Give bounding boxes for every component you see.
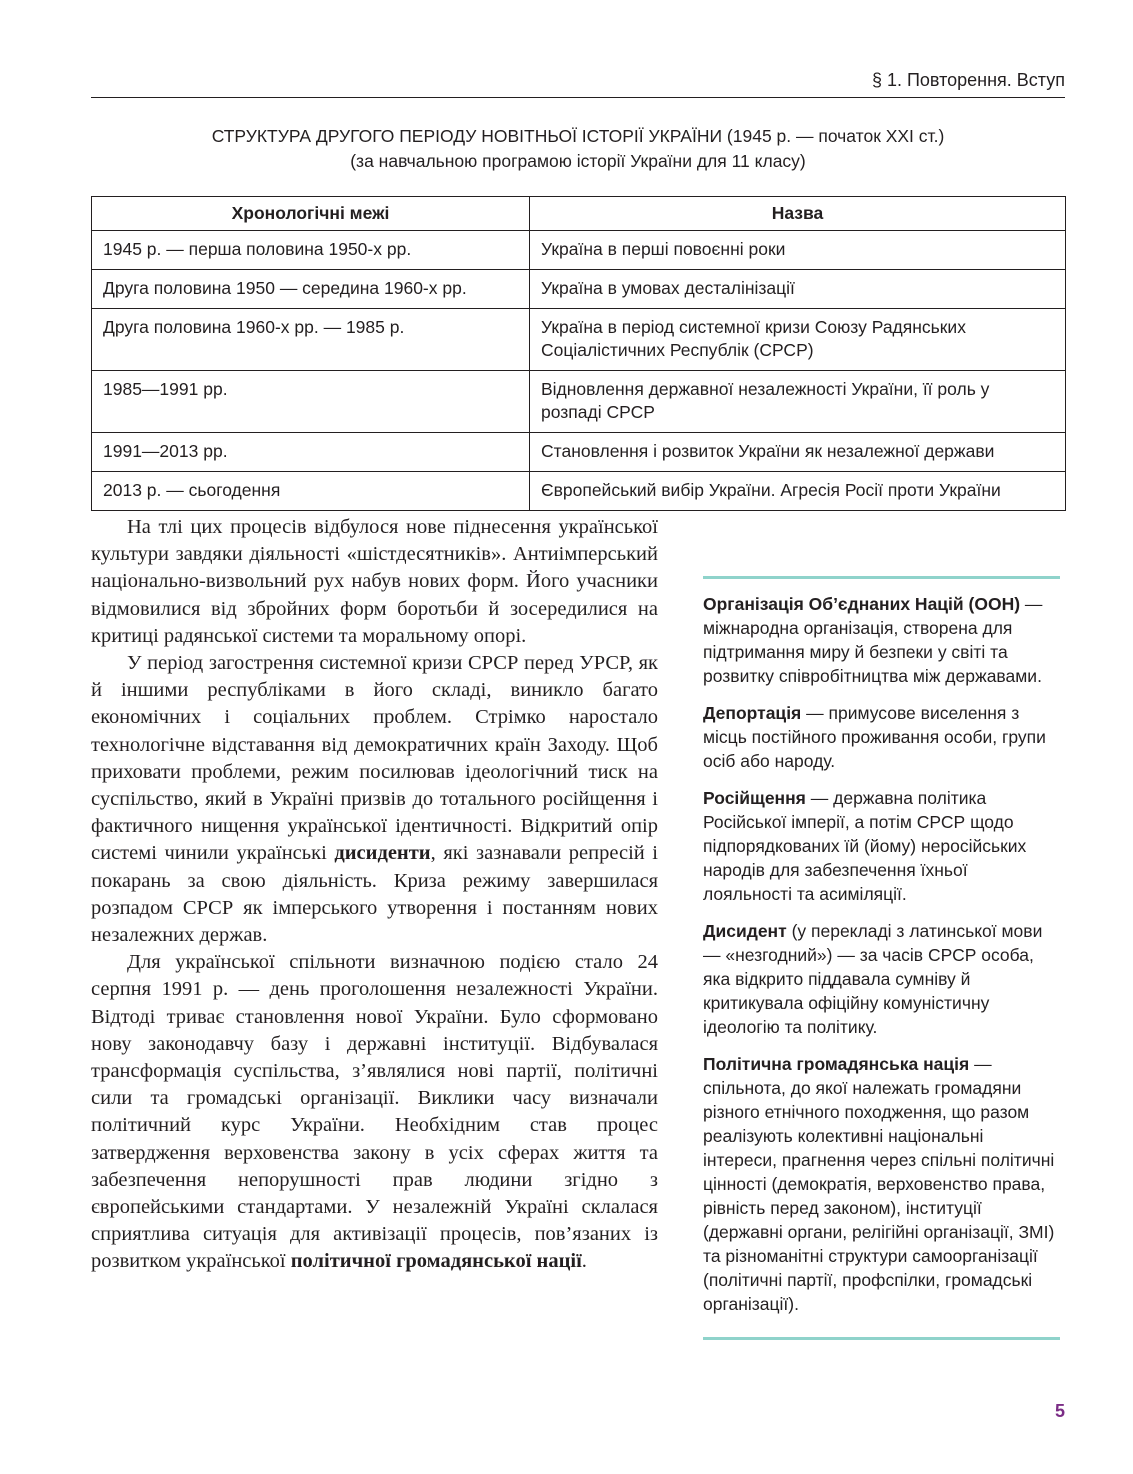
name-cell: Україна в період системної кризи Союзу Радянських Соціалістичних Республік (СРСР) [530, 309, 1066, 371]
main-text [91, 514, 658, 1276]
paragraph-3 [91, 949, 658, 1275]
glossary-definition: — державна політика Російської імперії, а потім СРСР щодо підпорядкованих їй (йому) неросійських народів для забезпечення їхньої лояльності та асиміляції. [703, 788, 1027, 904]
header-rule [91, 97, 1065, 98]
glossary-term: Політична громадянська нація [703, 1054, 970, 1074]
paragraph-1: На тлі цих процесів відбулося нове піднесення української культури завдяки діяльності «шістдесятників». Антиімперський національно-визвольний рух набув нових форм. Його учасники відмовилися від збройних форм боротьби й зосередилися на критиці радянської системи та моральному опорі. [91, 516, 658, 647]
name-cell: Відновлення державної незалежності України, її роль у розпаді СРСР [530, 371, 1066, 433]
page-number: 5 [1054, 1401, 1065, 1421]
table-row [92, 231, 1066, 270]
glossary-term: Російщення [703, 788, 806, 808]
glossary-item [703, 701, 1060, 773]
table-row [92, 433, 1066, 472]
table-caption-subtitle: (за навчальною програмою історії України для 11 класу) [350, 151, 806, 171]
glossary-bottom-rule [703, 1337, 1060, 1340]
name-cell: Україна в перші повоєнні роки [530, 231, 1066, 270]
glossary-item [703, 786, 1060, 906]
period-cell: 1945 р. — перша половина 1950-х рр. [92, 231, 530, 270]
term-dissidents: дисиденти [334, 842, 431, 865]
table-row [92, 270, 1066, 309]
period-cell: Друга половина 1950 — середина 1960-х рр. [92, 270, 530, 309]
glossary-sidebar [703, 576, 1060, 1340]
glossary-definition: — спільнота, до якої належать громадяни різного етнічного походження, що разом реалізують колективні національні інтереси, прагнення через спільні політичні цінності (демократія, верховенство права, рівність перед законом), інституції (державні органи, релігійні організації, ЗМІ) та різноманітні структури самоорганізації (політичні партії, профспілки, громадські організації). [703, 1054, 1055, 1314]
glossary-list [703, 579, 1060, 1337]
paragraph-3-text-a: Для української спільноти визначною подією стало 24 серпня 1991 р. — день проголошення незалежності України. Відтоді триває становлення нової України. Було сформовано нову законодавчу базу і державні інституції. Відбувалася трансформація суспільства, з’являлися нові партії, політичні сили та громадські організації. Виклики часу визначали політичний курс України. Необхідним став процес затвердження верховенства закону в усіх сферах життя та забезпечення непорушності прав людини згідно з європейськими стандартами. У незалежній Україні склалася сприятлива ситуація для активізації процесів, пов’язаних із розвитком української [91, 951, 658, 1273]
table-row [92, 472, 1066, 511]
period-cell: 1991—2013 рр. [92, 433, 530, 472]
glossary-definition: (у перекладі з латинської мови — «незгодний») — за часів СРСР особа, яка відкрито піддавала сумніву й критикувала офіційну комуністичну ідеологію та політику. [703, 921, 1043, 1037]
glossary-term: Дисидент [703, 921, 787, 941]
column-header-period: Хронологічні межі [92, 197, 530, 231]
name-cell: Україна в умовах десталінізації [530, 270, 1066, 309]
term-civic-nation: політичної громадянської нації [290, 1250, 582, 1273]
name-cell: Становлення і розвиток України як незалежної держави [530, 433, 1066, 472]
glossary-term: Організація Об’єднаних Націй (ООН) [703, 594, 1021, 614]
table-header-row [92, 197, 1066, 231]
period-cell: 1985—1991 рр. [92, 371, 530, 433]
paragraph-3-text-b: . [581, 1250, 587, 1273]
period-cell: 2013 р. — сьогодення [92, 472, 530, 511]
table-row [92, 309, 1066, 371]
running-head: § 1. Повторення. Вступ [871, 70, 1065, 90]
paragraph-2-text-a: У період загострення системної кризи СРСР перед УРСР, як й іншими республіками в його складі, виникло багато економічних і соціальних проблем. Стрімко наростало технологічне відставання від демократичних країн Заходу. Щоб приховати проблеми, режим посилював ідеологічний тиск на суспільство, який в Україні призвів до тотального російщення і фактичного нищення української ідентичності. Відкритий опір системі чинили українські [91, 652, 658, 865]
glossary-definition: — примусове виселення з місць постійного проживання особи, групи осіб або народу. [703, 703, 1046, 771]
glossary-term: Депортація [703, 703, 802, 723]
glossary-item [703, 592, 1060, 688]
glossary-definition: — міжнародна організація, створена для підтримання миру й безпеки у світі та розвитку співробітництва між державами. [703, 594, 1043, 686]
glossary-item [703, 1052, 1060, 1316]
name-cell: Європейський вибір України. Агресія Росії проти України [530, 472, 1066, 511]
column-header-name: Назва [530, 197, 1066, 231]
table-caption-title: СТРУКТУРА ДРУГОГО ПЕРІОДУ НОВІТНЬОЇ ІСТОРІЇ УКРАЇНИ (1945 р. — початок XXI ст.) [211, 126, 945, 146]
table-row [92, 371, 1066, 433]
paragraph-2 [91, 650, 658, 949]
paragraph-2-text-b: , які зазнавали репресій і покарань за свою діяльність. Криза режиму завершилася розпадом СРСР як імперського утворення і постанням нових незалежних держав. [91, 842, 658, 947]
period-cell: Друга половина 1960-х рр. — 1985 р. [92, 309, 530, 371]
table-caption [91, 124, 1065, 174]
periods-table [91, 196, 1066, 511]
glossary-item [703, 919, 1060, 1039]
